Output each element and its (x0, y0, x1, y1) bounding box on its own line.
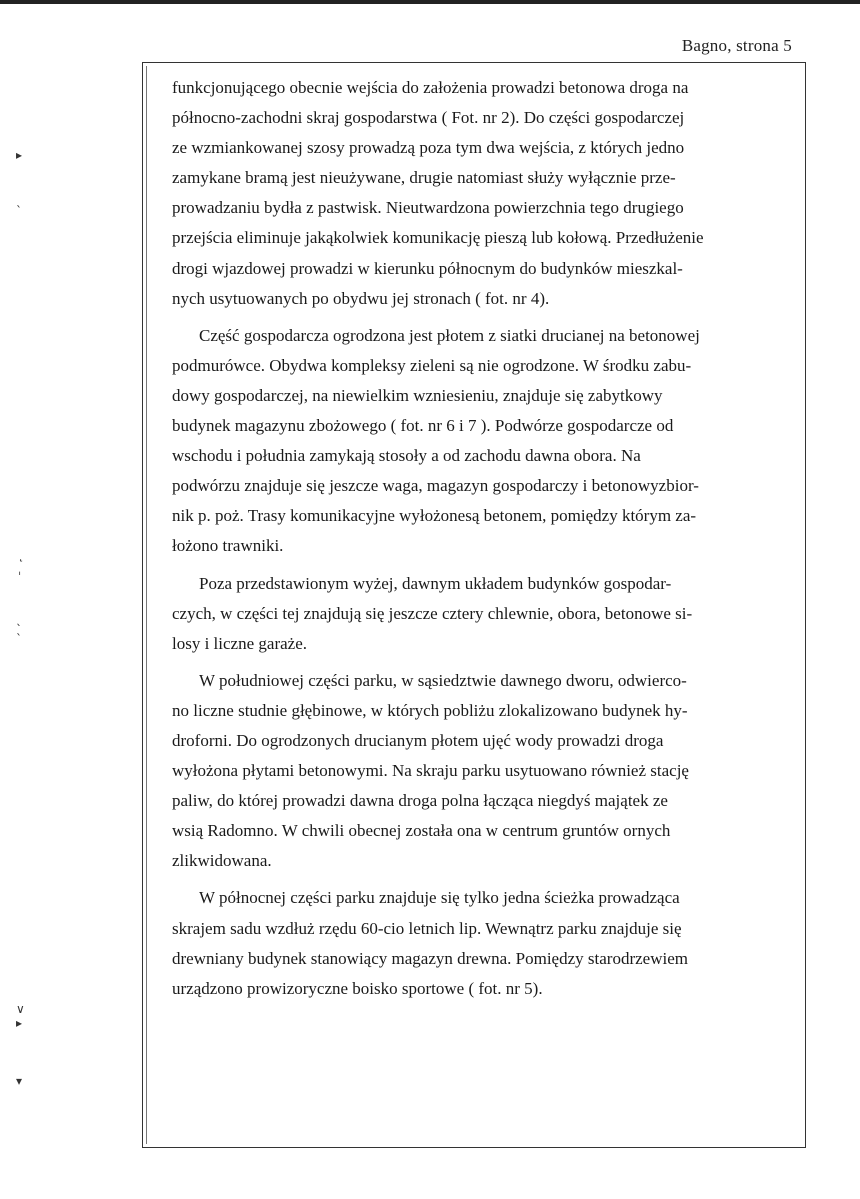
scan-speck: ˈ (18, 570, 22, 584)
text-line: przejścia eliminuje jakąkolwiek komunikację pieszą lub kołową. Przedłużenie (172, 228, 704, 248)
text-line: Część gospodarcza ogrodzona jest płotem z siatki drucianej na betonowej (199, 325, 700, 345)
text-line: drewniany budynek stanowiący magazyn drewna. Pomiędzy starodrzewiem (172, 948, 688, 968)
text-line: urządzono prowizoryczne boisko sportowe ( fot. nr 5). (172, 978, 543, 998)
text-line: nik p. poż. Trasy komunikacyjne wyłożonesą betonem, pomiędzy którym za- (172, 506, 697, 526)
top-edge-rule (0, 0, 860, 4)
scan-speck: ▸ (16, 1016, 23, 1030)
text-line: drogi wjazdowej prowadzi w kierunku północnym do budynków mieszkal- (172, 258, 683, 278)
text-line: skrajem sadu wzdłuż rzędu 60-cio letnich lip. Wewnątrz parku znajduje się (172, 918, 682, 938)
paragraph (172, 883, 782, 1003)
text-line: losy i liczne garaże. (172, 633, 307, 653)
text-line: no liczne studnie głębinowe, w których pobliżu zlokalizowano budynek hy- (172, 700, 688, 720)
scan-speck: ▾ (16, 1074, 23, 1088)
text-line: wschodu i południa zamykają stosoły a od zachodu dawna obora. Na (172, 446, 641, 466)
text-line: prowadzaniu bydła z pastwisk. Nieutwardzona powierzchnia tego drugiego (172, 198, 684, 218)
scan-speck: ▸ (16, 148, 23, 162)
text-line: budynek magazynu zbożowego ( fot. nr 6 i 7 ). Podwórze gospodarcze od (172, 416, 674, 436)
text-line: północno-zachodni skraj gospodarstwa ( Fot. nr 2). Do części gospodarczej (172, 108, 685, 128)
text-line: zamykane bramą jest nieużywane, drugie natomiast służy wyłącznie prze- (172, 168, 676, 188)
text-line: łożono trawniki. (172, 536, 284, 556)
text-line: W południowej części parku, w sąsiedztwie dawnego dworu, odwierco- (199, 670, 687, 690)
text-line: W północnej części parku znajduje się tylko jedna ścieżka prowadząca (199, 888, 680, 908)
scan-speck: ˛ (18, 548, 24, 562)
text-line: Poza przedstawionym wyżej, dawnym układem budynków gospodar- (199, 573, 672, 593)
paragraph (172, 321, 782, 562)
text-line: nych usytuowanych po obydwu jej stronach ( fot. nr 4). (172, 288, 550, 308)
text-line: droforni. Do ogrodzonych drucianym płotem ujęć wody prowadzi droga (172, 730, 664, 750)
scan-speck: ˋ (16, 632, 22, 646)
scan-speck: ∨ (16, 1002, 25, 1016)
text-line: zlikwidowana. (172, 851, 272, 871)
scan-speck: ˋ (16, 204, 22, 218)
paragraph (172, 666, 782, 877)
paragraph (172, 569, 782, 659)
scan-speck: ˎ (16, 612, 22, 626)
paragraph (172, 73, 782, 314)
text-line: wyłożona płytami betonowymi. Na skraju parku usytuowano również stację (172, 761, 689, 781)
text-line: paliw, do której prowadzi dawna droga polna łącząca niegdyś majątek ze (172, 791, 668, 811)
text-line: ze wzmiankowanej szosy prowadzą poza tym dwa wejścia, z których jedno (172, 138, 685, 158)
text-line: wsią Radomno. W chwili obecnej została ona w centrum gruntów ornych (172, 821, 671, 841)
text-line: podwórzu znajduje się jeszcze waga, magazyn gospodarczy i betonowyzbior- (172, 476, 699, 496)
running-head: Bagno, strona 5 (681, 36, 792, 55)
text-line: czych, w części tej znajdują się jeszcze cztery chlewnie, obora, betonowe si- (172, 603, 693, 623)
frame-inner-rule (146, 66, 147, 1144)
text-line: podmurówce. Obydwa kompleksy zieleni są nie ogrodzone. W środku zabu- (172, 355, 692, 375)
text-line: funkcjonującego obecnie wejścia do założenia prowadzi betonowa droga na (172, 78, 689, 97)
text-line: dowy gospodarczej, na niewielkim wzniesieniu, znajduje się zabytkowy (172, 385, 663, 405)
body-text (172, 73, 782, 1004)
